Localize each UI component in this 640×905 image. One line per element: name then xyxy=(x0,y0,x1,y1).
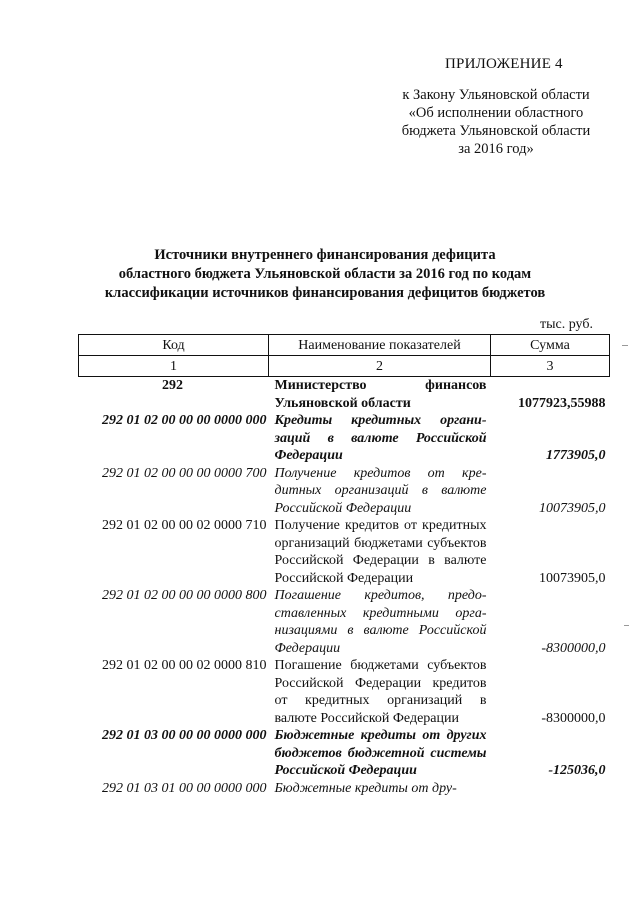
table-header-row xyxy=(79,335,610,356)
table-row xyxy=(79,780,610,798)
row-code: 292 01 03 01 00 00 0000 000 xyxy=(102,780,267,796)
law-reference xyxy=(380,86,612,158)
row-name: Получение кредитов от кредитных организаций в валюте Российской Федерации xyxy=(274,465,487,516)
units-label: тыс. руб. xyxy=(540,317,593,332)
row-sum: 10073905,0 xyxy=(539,500,606,516)
row-sum xyxy=(491,780,610,798)
header-sum: Сумма xyxy=(491,335,610,356)
table-number-row xyxy=(79,356,610,377)
row-name: Бюджетные кредиты от дру- xyxy=(274,780,457,796)
row-code: 292 01 02 00 00 02 0000 810 xyxy=(102,658,267,673)
table-row xyxy=(79,517,610,587)
law-reference-line: за 2016 год» xyxy=(458,141,534,157)
appendix-label: ПРИЛОЖЕНИЕ 4 xyxy=(445,56,563,72)
title-line: классификации источников финансирования дефицитов бюджетов xyxy=(104,285,546,301)
row-sum: 10073905,0 xyxy=(539,570,606,586)
column-number: 1 xyxy=(79,356,269,377)
row-code: 292 01 02 00 00 02 0000 710 xyxy=(102,518,267,533)
row-code: 292 01 02 00 00 00 0000 800 xyxy=(102,588,267,603)
row-sum: -125036,0 xyxy=(548,763,606,778)
row-code: 292 01 03 00 00 00 0000 000 xyxy=(102,728,267,743)
title-line: Источники внутреннего финансирования дефицита xyxy=(154,247,496,263)
law-reference-line: бюджета Ульяновской области xyxy=(401,123,591,139)
table-row xyxy=(79,657,610,727)
header-code: Код xyxy=(79,335,269,356)
law-reference-line: «Об исполнении областного xyxy=(408,105,584,121)
column-number: 2 xyxy=(269,356,491,377)
column-number: 3 xyxy=(491,356,610,377)
row-code: 292 01 02 00 00 00 0000 000 xyxy=(102,413,267,428)
row-name: Бюджетные кредиты от других бюджетов бюджетной системы Российской Федерации xyxy=(274,728,487,778)
table-row xyxy=(79,465,610,518)
row-name: Погашение бюджетами субъектов Российской Федерации кредитов от кредитных организаций в валюте Российской Федерации xyxy=(274,658,487,726)
row-name: Погашение кредитов, предоставленных кредитными организациями в валюте Российской Федерации xyxy=(274,588,487,656)
row-sum: 1077923,55988 xyxy=(518,395,606,411)
row-code: 292 01 02 00 00 00 0000 700 xyxy=(102,465,267,481)
table-row xyxy=(79,412,610,465)
row-name: Кредиты кредитных организаций в валюте Российской Федерации xyxy=(274,413,487,463)
row-name: Министерство финансов Ульяновской области xyxy=(274,378,487,411)
header-name: Наименование показателей xyxy=(269,335,491,356)
row-sum: -8300000,0 xyxy=(541,710,606,726)
document-title xyxy=(60,246,590,303)
table-row xyxy=(79,587,610,657)
title-line: областного бюджета Ульяновской области за 2016 год по кодам xyxy=(118,266,532,282)
law-reference-line: к Закону Ульяновской области xyxy=(402,87,590,103)
row-sum: 1773905,0 xyxy=(546,448,606,463)
table-row xyxy=(79,727,610,780)
margin-mark xyxy=(624,625,629,626)
row-code: 292 xyxy=(162,378,183,393)
row-name: Получение кредитов от кредитных организаций бюджетами субъектов Российской Федерации в валюте Российской Федерации xyxy=(274,518,487,586)
row-sum: -8300000,0 xyxy=(541,640,606,656)
table-row xyxy=(79,377,610,413)
sources-table xyxy=(78,334,610,797)
margin-mark xyxy=(622,345,628,346)
